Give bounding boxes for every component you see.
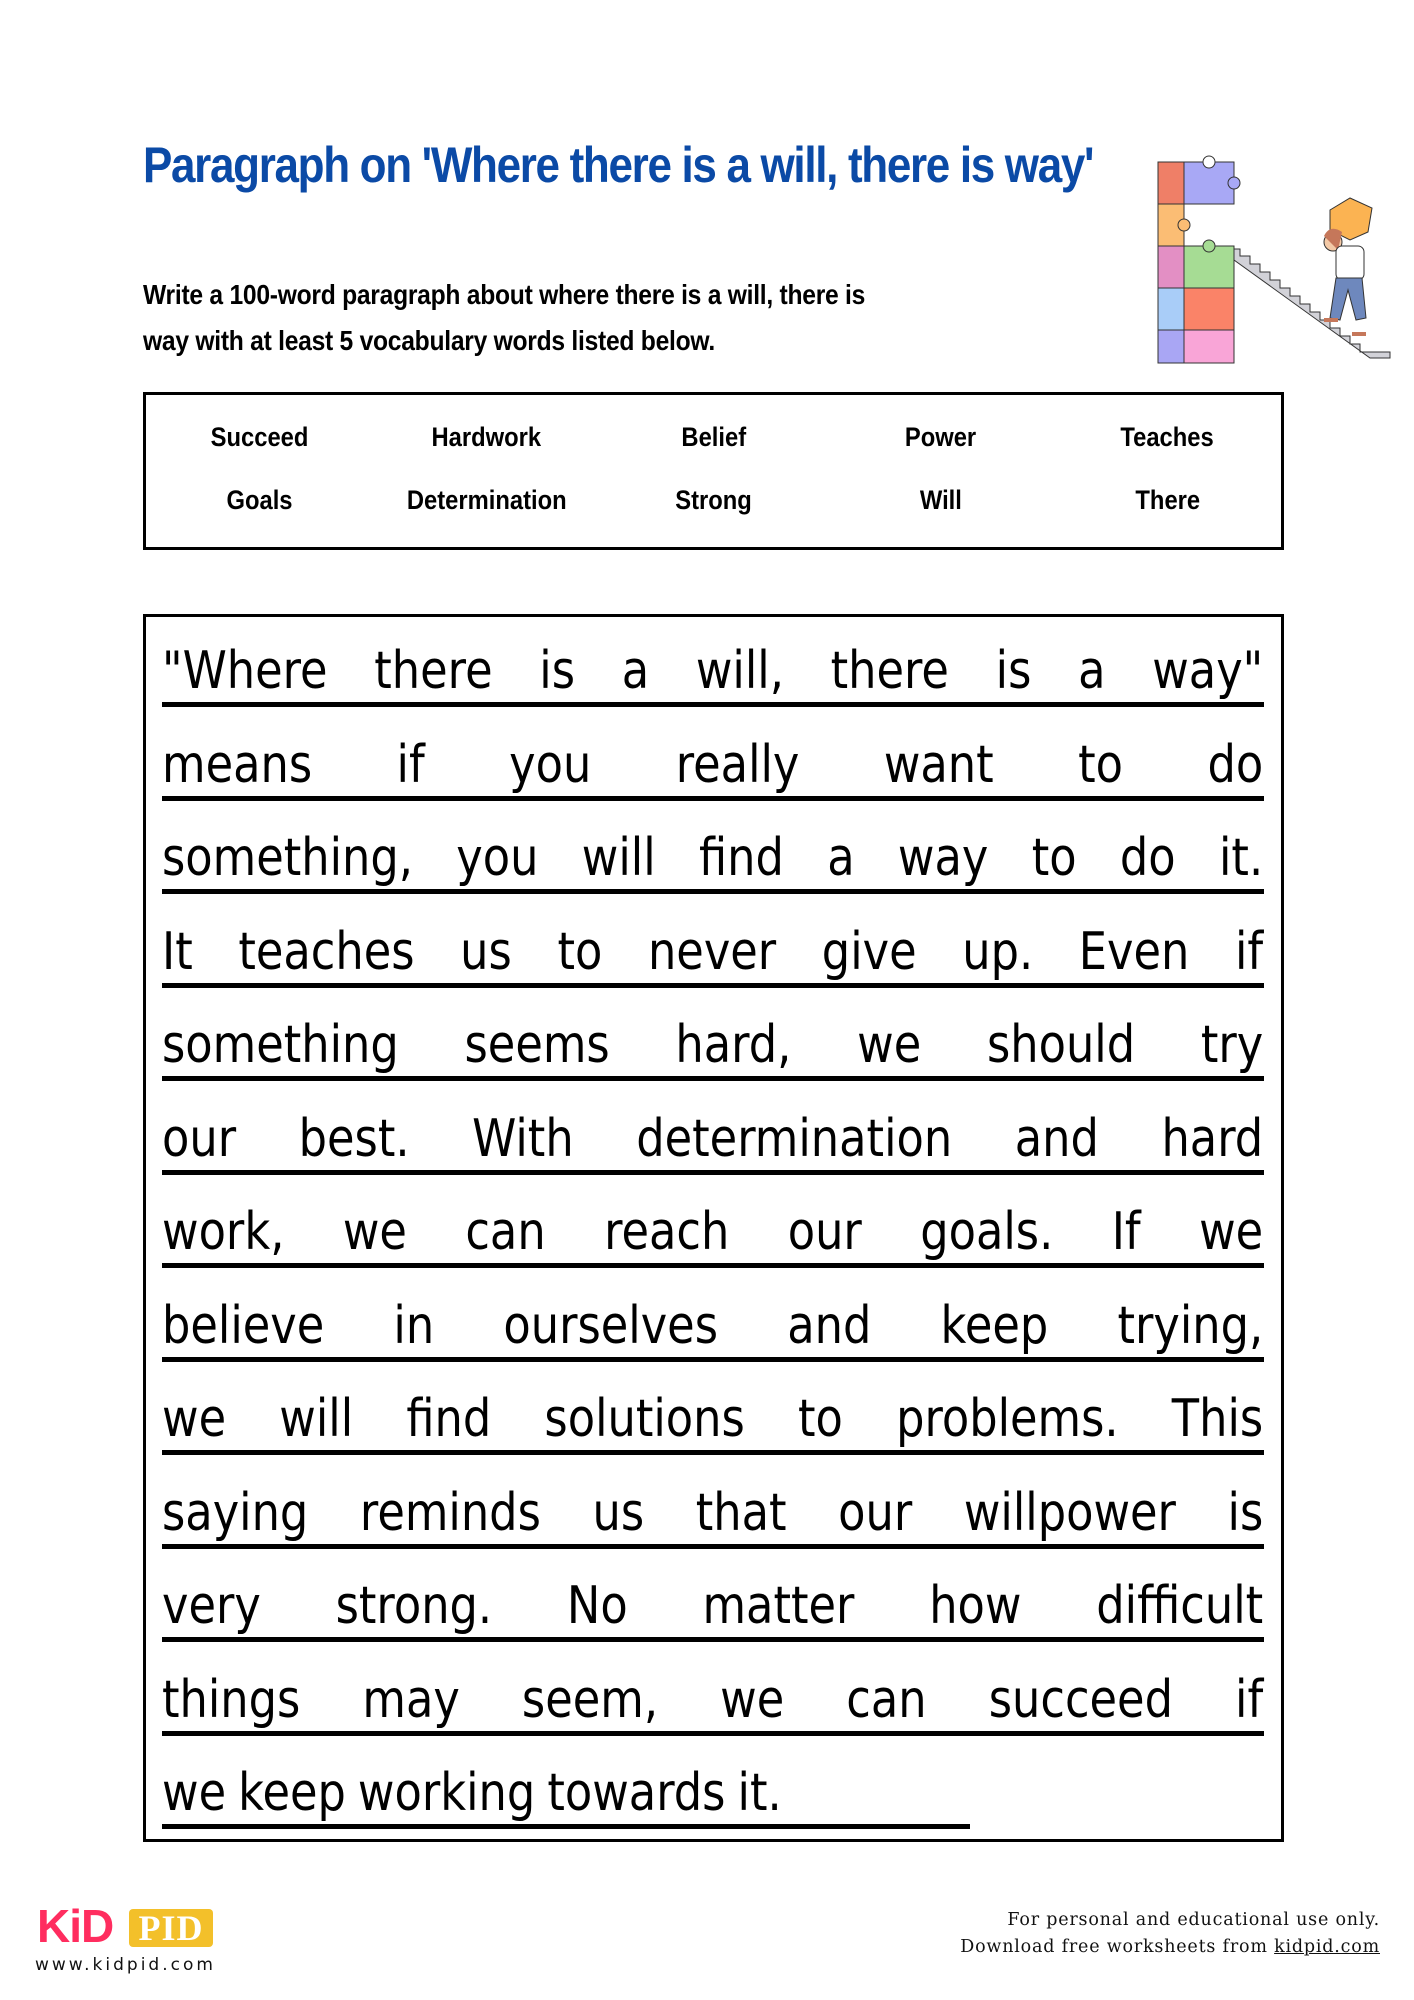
paragraph-word: give [821, 921, 917, 982]
paragraph-word: and [787, 1295, 872, 1356]
paragraph-word: If [1111, 1202, 1141, 1262]
vocabulary-row [146, 480, 1281, 520]
paragraph-word: our [838, 1482, 913, 1543]
paragraph-line [162, 1379, 1264, 1459]
paragraph-word: do [1207, 734, 1264, 795]
paragraph-line-text [162, 631, 1263, 711]
paragraph-line [162, 1566, 1264, 1646]
paragraph-word: find [406, 1389, 492, 1449]
paragraph-line [162, 1005, 1264, 1085]
paragraph-word: find [698, 828, 784, 888]
paragraph-line [162, 1753, 1264, 1833]
paragraph-word: way" [1152, 641, 1264, 701]
paragraph-word: very [162, 1576, 261, 1636]
paragraph-word: determination [636, 1108, 953, 1169]
usage-notice-line-2: Download free worksheets from kidpid.com [960, 1937, 1380, 1957]
paragraph-word: we [720, 1669, 785, 1730]
paragraph-line [162, 912, 1264, 992]
underline [162, 889, 1264, 894]
paragraph-word: keep [238, 1763, 346, 1823]
underline [162, 983, 1264, 988]
paragraph-word: willpower [963, 1482, 1176, 1543]
paragraph-line-text [162, 1473, 1263, 1553]
paragraph-word: want [883, 734, 994, 795]
vocabulary-word: Succeed [210, 422, 309, 452]
paragraph-word: a [621, 641, 650, 701]
paragraph-line-text [162, 1660, 1263, 1740]
vocabulary-word: Will [919, 485, 962, 515]
vocabulary-row [146, 417, 1281, 457]
paragraph-line [162, 631, 1264, 711]
paragraph-word: trying, [1117, 1295, 1264, 1356]
paragraph-word: reminds [359, 1482, 541, 1543]
vocabulary-word: There [1135, 485, 1200, 515]
paragraph-word: difficult [1096, 1576, 1264, 1636]
paragraph-line [162, 1473, 1264, 1553]
paragraph-word: hard, [675, 1015, 792, 1075]
logo-pid-badge: PID [129, 1909, 213, 1947]
paragraph-word: No [566, 1576, 628, 1636]
paragraph-word: Even [1078, 921, 1190, 982]
paragraph-word: a [1078, 641, 1106, 701]
paragraph-word: ourselves [503, 1295, 719, 1356]
vocabulary-word: Hardwork [431, 422, 542, 452]
logo-url: www.kidpid.com [35, 1955, 216, 1975]
vocabulary-box [143, 392, 1284, 550]
paragraph-word: towards [547, 1763, 726, 1823]
kidpid-link[interactable]: kidpid.com [1274, 1937, 1380, 1957]
vocabulary-word: Power [904, 422, 977, 452]
paragraph-word: something [162, 1015, 399, 1075]
paragraph-word: to [1078, 734, 1124, 795]
paragraph-word: hard [1161, 1108, 1264, 1169]
paragraph-line-text [162, 818, 1263, 898]
paragraph-word: in [393, 1295, 435, 1356]
paragraph-word: can [465, 1202, 546, 1262]
paragraph-word: strong. [335, 1576, 493, 1636]
paragraph-word: With [472, 1108, 574, 1169]
paragraph-word: if [396, 734, 425, 795]
paragraph-line [162, 1192, 1264, 1272]
vocabulary-word: Teaches [1120, 422, 1215, 452]
paragraph-word: up. [962, 921, 1034, 982]
paragraph-word: "Where [162, 641, 328, 701]
paragraph-word: succeed [988, 1669, 1173, 1730]
underline [162, 1544, 1264, 1549]
paragraph-word: our [162, 1108, 237, 1169]
paragraph-word: never [647, 921, 777, 982]
instructions-line-1: Write a 100-word paragraph about where there is a will, there is [143, 279, 866, 310]
paragraph-line [162, 1660, 1264, 1740]
vocabulary-word: Goals [226, 485, 293, 515]
paragraph-word: us [592, 1482, 645, 1543]
paragraph-word: is [539, 641, 576, 701]
paragraph-word: can [846, 1669, 927, 1730]
instructions [143, 272, 1120, 364]
paragraph-word: try [1200, 1015, 1264, 1075]
puzzle-staircase-illustration [1150, 150, 1404, 365]
paragraph-word: really [675, 734, 800, 795]
paragraph-word: it. [737, 1763, 782, 1823]
paragraph-word: do [1119, 828, 1176, 888]
underline [162, 702, 1264, 707]
underline [162, 1637, 1264, 1642]
paragraph-word: there [830, 641, 949, 701]
paragraph-word: and [1014, 1108, 1099, 1169]
paragraph-line-text [162, 912, 1263, 992]
paragraph-word: will, [695, 641, 784, 701]
paragraph-box [143, 614, 1284, 1842]
underline [162, 1170, 1264, 1175]
vocabulary-word: Belief [681, 422, 746, 452]
paragraph-word: to [797, 1389, 843, 1449]
paragraph-line [162, 818, 1264, 898]
paragraph-word: is [1227, 1482, 1264, 1543]
paragraph-line-text [162, 1099, 1263, 1179]
underline [162, 1450, 1264, 1455]
vocabulary-word: Determination [406, 485, 567, 515]
paragraph-word: something, [162, 828, 413, 888]
paragraph-word: to [1031, 828, 1077, 888]
paragraph-word: you [456, 828, 539, 888]
paragraph-word: if [1234, 921, 1264, 982]
underline [162, 796, 1264, 801]
paragraph-word: This [1171, 1389, 1264, 1449]
paragraph-word: we [1199, 1202, 1264, 1262]
paragraph-word: keep [940, 1295, 1049, 1356]
paragraph-line-text [162, 725, 1263, 805]
paragraph-line [162, 1099, 1264, 1179]
paragraph-word: to [557, 921, 603, 982]
paragraph-word: will [279, 1389, 354, 1449]
paragraph-word: may [362, 1669, 460, 1730]
paragraph-word: problems. [896, 1389, 1119, 1449]
paragraph-word: believe [162, 1295, 325, 1356]
paragraph-word: seems [464, 1015, 610, 1075]
paragraph-word: we [162, 1763, 227, 1823]
paragraph-word: seem, [521, 1669, 659, 1730]
paragraph-line-text [162, 1286, 1263, 1366]
paragraph-word: It [162, 921, 193, 982]
paragraph-line-text [162, 1753, 1263, 1833]
usage-notice-line-1: For personal and educational use only. [1007, 1910, 1380, 1930]
paragraph-word: we [857, 1015, 922, 1075]
paragraph-word: you [509, 734, 592, 795]
paragraph-line-text [162, 1005, 1263, 1085]
paragraph-word: should [986, 1015, 1136, 1075]
vocabulary-word: Strong [675, 485, 752, 515]
underline [162, 1076, 1264, 1081]
paragraph-line [162, 725, 1264, 805]
paragraph-word: we [162, 1389, 227, 1449]
underline [162, 1263, 1264, 1268]
paragraph-word: best. [298, 1108, 410, 1169]
paragraph-word: us [460, 921, 512, 982]
paragraph-word: matter [702, 1576, 855, 1636]
paragraph-word: work, [162, 1202, 285, 1262]
paragraph-word: way [897, 828, 989, 888]
paragraph-word: means [162, 734, 313, 795]
paragraph-word: working [357, 1763, 536, 1823]
instructions-line-2: way with at least 5 vocabulary words listed below. [143, 325, 715, 356]
paragraph-line [162, 1286, 1264, 1366]
underline [162, 1357, 1264, 1362]
underline [162, 1731, 1264, 1736]
paragraph-word: there [374, 641, 493, 701]
paragraph-line-text [162, 1192, 1263, 1272]
kidpid-logo [37, 1900, 217, 1952]
paragraph-word: reach [604, 1202, 730, 1262]
paragraph-word: solutions [544, 1389, 745, 1449]
logo-kid-text: KiD [37, 1900, 114, 1952]
paragraph-word: will [581, 828, 656, 888]
paragraph-word: if [1235, 1669, 1264, 1730]
paragraph-word: things [162, 1669, 301, 1730]
paragraph-word: is [995, 641, 1032, 701]
paragraph-word: it. [1218, 828, 1264, 888]
underline [162, 1824, 970, 1829]
paragraph-word: how [929, 1576, 1022, 1636]
paragraph-word: teaches [238, 921, 415, 982]
paragraph-line-text [162, 1566, 1263, 1646]
paragraph-word: goals. [920, 1202, 1054, 1262]
paragraph-word: that [695, 1482, 787, 1543]
usage-notice [960, 1907, 1380, 1961]
paragraph-word: a [827, 828, 855, 888]
worksheet-title: Paragraph on 'Where there is a will, there is way' [143, 137, 1094, 193]
paragraph-word: saying [162, 1482, 309, 1543]
paragraph-word: our [787, 1202, 862, 1262]
paragraph-word: we [342, 1202, 407, 1262]
paragraph-line-text [162, 1379, 1263, 1459]
